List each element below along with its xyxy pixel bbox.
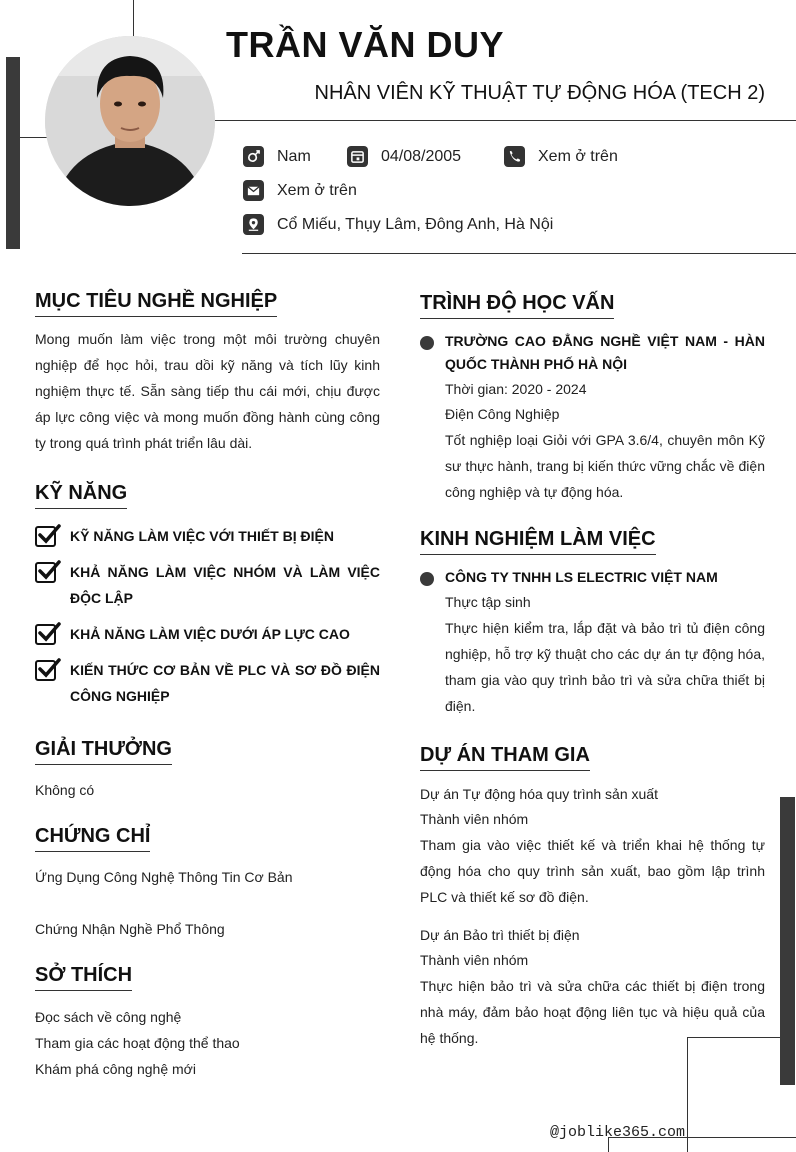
experience-description: Thực hiện kiểm tra, lắp đặt và bảo trì tủ điện công nghiệp, hỗ trợ kỹ thuật cho các dự án tự động hóa, tham gia vào quy trình bảo trì và sửa chữa thiết bị điện. <box>445 620 765 714</box>
education-description: Tốt nghiệp loại Giỏi với GPA 3.6/4, chuyên môn Kỹ sư thực hành, trang bị kiến thức vững chắc về điện công nghiệp và tự động hóa. <box>445 432 765 500</box>
phone-row <box>504 146 618 167</box>
certificates-section <box>35 825 380 942</box>
phone-value: Xem ở trên <box>538 147 618 165</box>
skill-item <box>35 559 380 611</box>
project-name: Dự án Bảo trì thiết bị điện <box>420 927 580 943</box>
experience-position: Thực tập sinh <box>445 594 531 610</box>
email-row <box>243 180 357 201</box>
hobbies-section <box>35 964 380 1082</box>
address-value: Cổ Miếu, Thụy Lâm, Đông Anh, Hà Nội <box>277 215 554 233</box>
email-value: Xem ở trên <box>277 181 357 199</box>
footer-watermark: @joblike365.com <box>550 1124 686 1141</box>
bullet-dot <box>420 572 434 586</box>
calendar-icon <box>347 146 368 167</box>
header-divider-bottom <box>242 253 796 254</box>
experience-section <box>420 528 765 719</box>
hobbies-heading: SỞ THÍCH <box>35 964 132 991</box>
awards-heading: GIẢI THƯỞNG <box>35 738 172 765</box>
bullet-dot <box>420 336 434 350</box>
experience-heading: KINH NGHIỆM LÀM VIỆC <box>420 528 656 555</box>
objective-text: Mong muốn làm việc trong một môi trường chuyên nghiệp để học hỏi, trau dồi kỹ năng và tích lũy kinh nghiệm thực tế. Sẵn sàng tiếp thu cái mới, chịu được áp lực công việc và mong muốn đồng hành cùng công ty trong quá trình phát triển lâu dài. <box>35 331 380 451</box>
project-description: Thực hiện bảo trì và sửa chữa các thiết bị điện trong nhà máy, đảm bảo hoạt động liên tục và hiệu quả của hệ thống. <box>420 978 765 1046</box>
avatar <box>45 36 215 206</box>
skills-section <box>35 482 380 709</box>
certificate-item: Chứng Nhận Nghề Phổ Thông <box>35 921 225 937</box>
project-role: Thành viên nhóm <box>420 952 529 968</box>
gender-row <box>243 146 311 167</box>
checkbox-checked-icon <box>35 621 61 645</box>
checkbox-checked-icon <box>35 559 61 583</box>
dob-value: 04/08/2005 <box>381 147 462 165</box>
top-vertical-line <box>133 0 134 38</box>
checkbox-checked-icon <box>35 523 61 547</box>
projects-section <box>420 744 765 1051</box>
company-name: CÔNG TY TNHH LS ELECTRIC VIỆT NAM <box>445 569 718 585</box>
envelope-icon <box>243 180 264 201</box>
left-horizontal-line <box>20 137 47 138</box>
projects-heading: DỰ ÁN THAM GIA <box>420 744 590 771</box>
objective-heading: MỤC TIÊU NGHỀ NGHIỆP <box>35 290 277 317</box>
address-row <box>243 214 553 235</box>
right-accent-bar <box>780 797 795 1085</box>
skill-item <box>35 621 380 647</box>
education-major: Điện Công Nghiệp <box>445 406 560 422</box>
objective-section <box>35 290 380 456</box>
hobby-item: Đọc sách về công nghệ <box>35 1009 182 1025</box>
gender-value: Nam <box>277 147 311 165</box>
project-description: Tham gia vào việc thiết kế và triển khai hệ thống tự động hóa cho quy trình sản xuất, bao gồm lập trình PLC và thiết kế sơ đồ điện. <box>420 837 765 905</box>
project-name: Dự án Tự động hóa quy trình sản xuất <box>420 786 658 802</box>
skills-heading: KỸ NĂNG <box>35 482 127 509</box>
skill-label: KHẢ NĂNG LÀM VIỆC DƯỚI ÁP LỰC CAO <box>70 626 350 642</box>
certificates-heading: CHỨNG CHỈ <box>35 825 150 852</box>
skill-label: KỸ NĂNG LÀM VIỆC VỚI THIẾT BỊ ĐIỆN <box>70 528 334 544</box>
skill-item <box>35 523 380 549</box>
awards-text: Không có <box>35 782 95 798</box>
skill-item <box>35 657 380 709</box>
hobby-item: Khám phá công nghệ mới <box>35 1061 196 1077</box>
checkbox-checked-icon <box>35 657 61 681</box>
job-title: NHÂN VIÊN KỸ THUẬT TỰ ĐỘNG HÓA (TECH 2) <box>314 82 765 104</box>
skill-label: KIẾN THỨC CƠ BẢN VỀ PLC VÀ SƠ ĐỒ ĐIỆN CÔNG NGHIỆP <box>70 662 380 704</box>
education-section <box>420 292 765 505</box>
certificate-item: Ứng Dụng Công Nghệ Thông Tin Cơ Bản <box>35 869 293 885</box>
project-role: Thành viên nhóm <box>420 811 529 827</box>
dob-row <box>347 146 461 167</box>
candidate-name: TRẦN VĂN DUY <box>226 24 505 65</box>
phone-icon <box>504 146 525 167</box>
corner-box-left <box>687 1037 688 1152</box>
school-name: TRƯỜNG CAO ĐẲNG NGHỀ VIỆT NAM - HÀN QUỐC THÀNH PHỐ HÀ NỘI <box>445 333 765 372</box>
left-accent-bar <box>6 57 20 249</box>
education-heading: TRÌNH ĐỘ HỌC VẤN <box>420 292 614 319</box>
skill-label: KHẢ NĂNG LÀM VIỆC NHÓM VÀ LÀM VIỆC ĐỘC LẬP <box>70 564 380 606</box>
header-divider-top <box>215 120 796 121</box>
location-pin-icon <box>243 214 264 235</box>
education-period: Thời gian: 2020 - 2024 <box>445 381 587 397</box>
hobby-item: Tham gia các hoạt động thể thao <box>35 1035 240 1051</box>
awards-section <box>35 738 380 803</box>
gender-icon <box>243 146 264 167</box>
